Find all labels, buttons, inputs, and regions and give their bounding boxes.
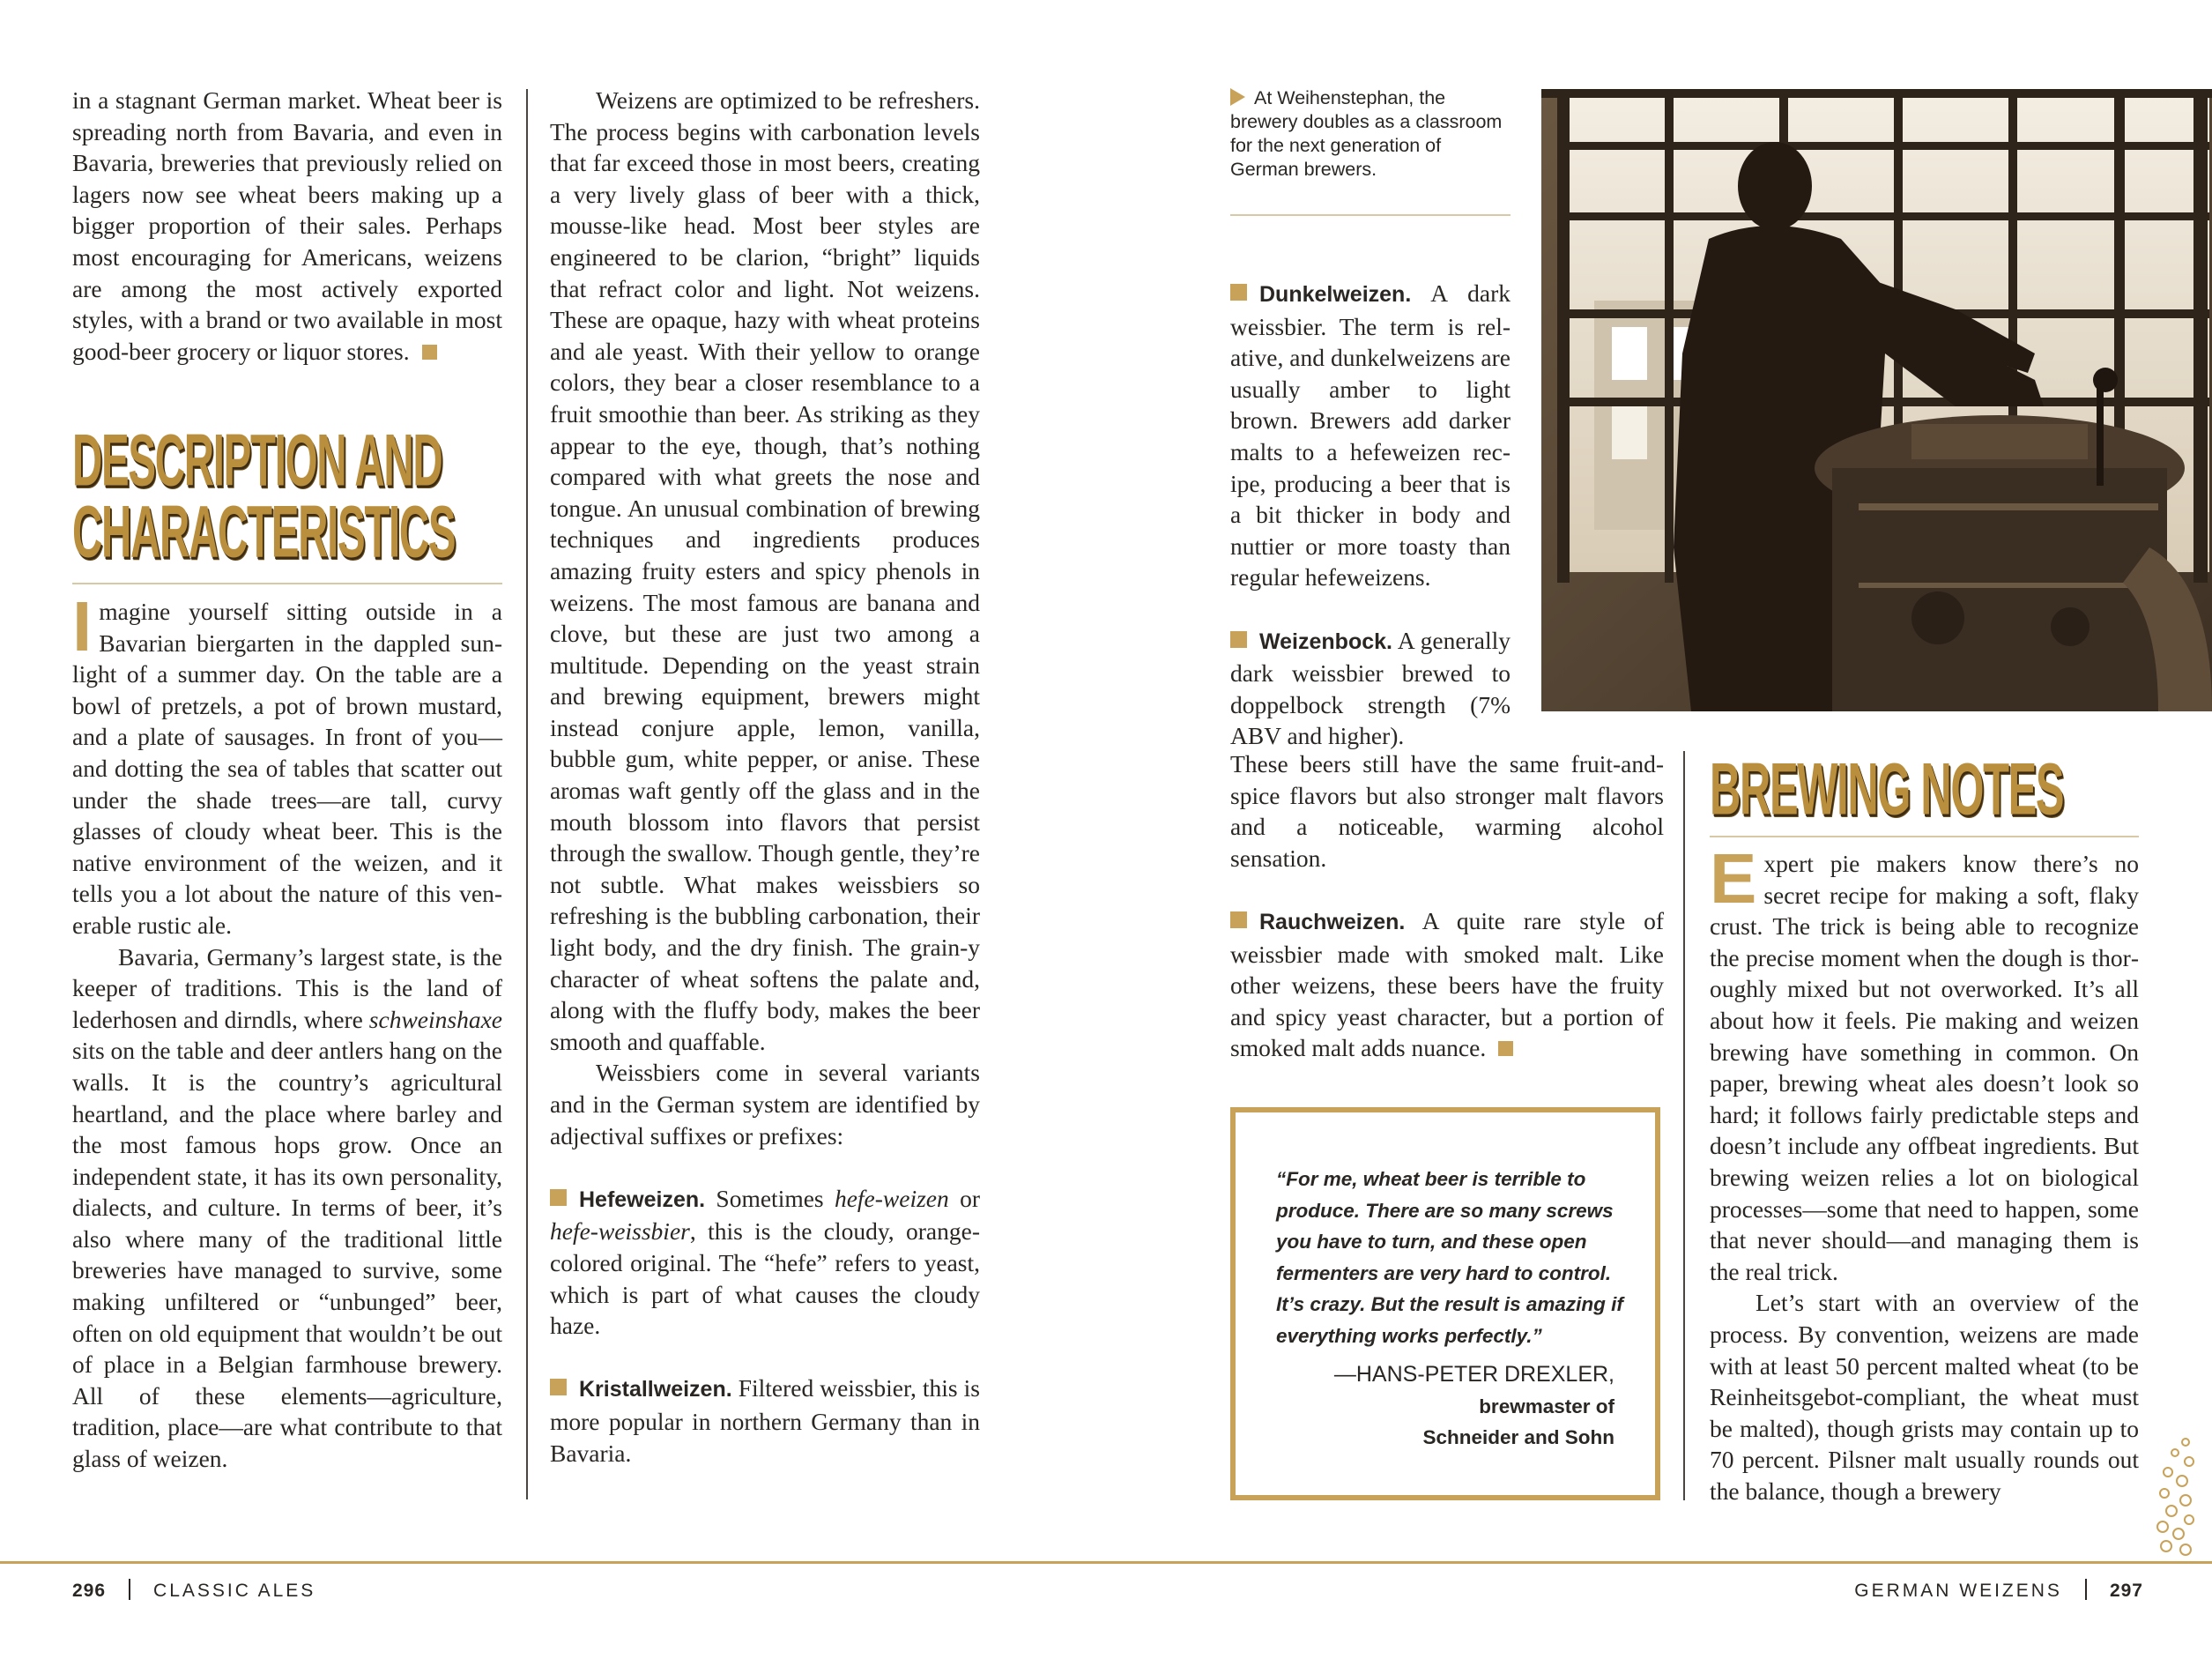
photo-caption xyxy=(1230,86,1511,182)
pull-quote-box xyxy=(1230,1107,1660,1500)
dunkel-text: A dark weissbier. The term is relative, and dunkelweizens are usually amber to light brown. Brewers add darker malts to a hefeweizen recipe, producing a beer that is a bit thicker in body and nuttier or more toasty than regular hefeweizens. xyxy=(1230,279,1511,591)
right-running-title: GERMAN WEIZENS xyxy=(1854,1581,2062,1601)
bock-text: A generally dark weissbier brewed to doppelbock strength (7% ABV and higher). xyxy=(1230,626,1511,750)
hefe-italic-1: hefe-weizen xyxy=(834,1184,949,1212)
term-dunkelweizen: Dunkelweizen. xyxy=(1259,282,1412,307)
quote-author-name: —HANS-PETER DREXLER, xyxy=(1333,1362,1614,1387)
bullet-square xyxy=(1230,284,1247,301)
list-item-weizenbock xyxy=(1230,625,1511,752)
footer-divider xyxy=(129,1579,130,1600)
right-page-number: 297 xyxy=(2109,1581,2143,1601)
heading-line-1: DESCRIPTION AND xyxy=(72,420,442,502)
footer-left xyxy=(72,1579,315,1602)
col2-paragraph-1: Weizens are optimized to be refreshers. The process begins with carbonation levels that far exceed those in most beers, creating a very lively glass of beer with a thick, mousse-like head. Most beer styles are engineered to be clarion, “bright” liquids that refract color and light. Not weizens. These are opaque, hazy with wheat proteins and ale yeast. With their yellow to orange colors, they bear a closer resemblance to a fruit smoothie than beer. As striking as they appear to the eye, though, that’s nothing compared with what greets the nose and tongue. An unusual combination of brewing techniques and ingredients produces amazing fruity esters and spicy phenols in weizens. The most famous are banana and clove, but these are just two among a multitude. Depending on the yeast strain and brewing equipment, brewers might instead conjure apple, lemon, vanilla, bubble gum, white pepper, or anise. These aromas waft gently off the glass and in the mouth blossom into flavors that persist through the swallow. Though gentle, they’re not subtle. What makes weissbiers so refreshing is the bubbling carbonation, their light body, and the dry finish. The grain-y character of wheat softens the palate and, along with the fluffy body, makes the beer smooth and quaffable. xyxy=(550,86,980,1055)
heading-line-2: CHARACTERISTICS xyxy=(72,491,456,574)
caption-arrow-icon xyxy=(1230,88,1245,106)
right-column-a-wide xyxy=(1230,748,1664,1064)
kristall-text: Filtered weissbier, this is more popular in northern Germany than in Bavaria. xyxy=(550,1374,980,1467)
hefe-italic-2: hefe-weissbier xyxy=(550,1217,690,1246)
left-column-1-body xyxy=(72,587,502,1475)
brewing-notes-heading-text: BREWING NOTES xyxy=(1710,748,2064,830)
col2-paragraph-2: Weissbiers come in several variants and in the German system are identified by adjectival suffixes or prefixes: xyxy=(550,1059,980,1149)
brew-paragraph-2: Let’s start with an overview of the process. By convention, weizens are made with at least 50 percent malted wheat (to be Reinheitsgebot-compliant, the wheat must be malted), though grists may contain up to 70 percent. Pilsner malt usually rounds out the balance, though a brewery xyxy=(1710,1289,2139,1505)
column-divider-right xyxy=(1683,751,1685,1500)
quote-author-role-1: brewmaster of xyxy=(1479,1395,1614,1417)
brewery-photo xyxy=(1541,89,2212,711)
brew-paragraph-1: xpert pie makers know there’s no secret recipe for making a soft, flaky crust. The trick is being able to recognize the precise moment when the dough is thoroughly mixed but not overworked. It’s all about how it feels. Pie making and weizen brewing have something in common. On paper, brewing wheat ales doesn’t look so hard; it follows fairly predictable steps and doesn’t include any offbeat ingredients. But brewing weizen relies a lot on biological processes—some that need to happen, some that never should—and managing them is the real trick. xyxy=(1710,850,2139,1285)
right-column-b xyxy=(1710,839,2139,1506)
term-rauchweizen: Rauchweizen. xyxy=(1259,909,1406,934)
left-page-number: 296 xyxy=(72,1581,107,1601)
col1-paragraph-1: in a stagnant German market. Wheat beer is spreading north from Bavaria, and even in Bavaria, breweries that previously relied on lagers now see wheat beers making up a bigger proportion of their sales. Perhaps most encouraging for Americans, weizens are among the most actively exported styles, with a brand or two available in most good-beer grocery or liquor stores. xyxy=(72,86,502,365)
bock-text-continued: These beers still have the same fruit-and-spice flavors but also stronger malt flavors and a noticeable, warming alcohol sensation. xyxy=(1230,750,1664,872)
hefe-text-a: Sometimes xyxy=(705,1184,835,1212)
left-column-1 xyxy=(72,85,502,367)
brewery-photo-image xyxy=(1541,89,2212,711)
hefe-text-b: or xyxy=(948,1184,980,1212)
col1-paragraph-2: magine yourself sitting outside in a Bavarian biergarten in the dappled sunlight of a summer day. On the table are a bowl of pretzels, a pot of brown mustard, and a plate of sausages. In front of you—and dotting the sea of tables that scatter out under the shade trees—are tall, curvy glasses of cloudy wheat beer. This is the native environment of the weizen, and it tells you a lot about the nature of this venerable rustic ale. xyxy=(72,598,502,939)
drop-cap: E xyxy=(1710,839,1757,918)
left-column-2 xyxy=(550,85,980,1469)
section-heading-description xyxy=(72,420,456,574)
col1-p3-italic: schweinshaxe xyxy=(368,1005,502,1033)
caption-text: At Weihenstephan, the brewery doubles as a classroom for the next generation of German brewers. xyxy=(1230,87,1503,180)
term-kristallweizen: Kristallweizen. xyxy=(579,1377,732,1402)
rauch-text: A quite rare style of weissbier made with smoked malt. Like other weizens, these beers have the fruity and spicy yeast character, but a portion of smoked malt adds nuance. xyxy=(1230,906,1664,1062)
footer-right xyxy=(1854,1579,2143,1602)
quote-author-role-2: Schneider and Sohn xyxy=(1422,1426,1614,1448)
bullet-square xyxy=(1230,631,1247,648)
drop-cap: I xyxy=(72,587,93,666)
list-item-kristallweizen xyxy=(550,1373,980,1469)
list-item-hefeweizen xyxy=(550,1183,980,1342)
column-divider-left xyxy=(526,89,528,1499)
section-heading-brewing-notes xyxy=(1710,748,2064,830)
caption-underline xyxy=(1230,214,1511,216)
right-column-a xyxy=(1230,278,1511,752)
hefe-text-c: , this is the cloudy, orange-colored original. The “hefe” refers to yeast, which is part of what causes the cloudy haze. xyxy=(550,1217,980,1340)
bubbles-icon xyxy=(2156,1435,2198,1559)
bullet-square xyxy=(550,1189,567,1206)
end-mark-square xyxy=(1498,1041,1513,1056)
col1-paragraph-3 xyxy=(72,941,502,1475)
list-item-rauchweizen xyxy=(1230,905,1664,1064)
pull-quote-attribution xyxy=(1334,1359,1614,1454)
col1-p3-text-b: sits on the table and deer antlers hang on the walls. It is the country’s agricultural heartland, and the place where barley and the most famous hops grow. Once an independent state, it has its own personality, dialects, and culture. In terms of beer, it’s also where many of the traditional little breweries have managed to survive, some making unfiltered or “unbunged” beer, often on old equipment that wouldn’t be out of place in a Belgian farmhouse brewery. All of these elements—agriculture, tradition, place—are what contribute to that glass of weizen. xyxy=(72,1037,502,1473)
list-item-dunkelweizen xyxy=(1230,278,1511,593)
left-running-title: CLASSIC ALES xyxy=(153,1581,316,1601)
bullet-square xyxy=(550,1379,567,1395)
heading-underline xyxy=(72,583,502,584)
col1-p3-text-a: Bavaria, Germany’s largest state, is the keeper of traditions. This is the land of lederhosen and dirndls, where xyxy=(72,942,502,1033)
footer-rule xyxy=(0,1561,2212,1564)
bullet-square xyxy=(1230,911,1247,928)
footer-divider xyxy=(2085,1579,2087,1600)
end-mark-square xyxy=(422,345,437,360)
term-weizenbock: Weizenbock. xyxy=(1259,629,1392,654)
term-hefeweizen: Hefeweizen. xyxy=(579,1187,706,1212)
heading-underline xyxy=(1710,836,2139,837)
pull-quote-text: “For me, wheat beer is terrible to produce. There are so many screws you have to turn, and these open fermenters are very hard to control. It’s crazy. But the result is amazing if everything works perfectly.” xyxy=(1276,1168,1623,1347)
